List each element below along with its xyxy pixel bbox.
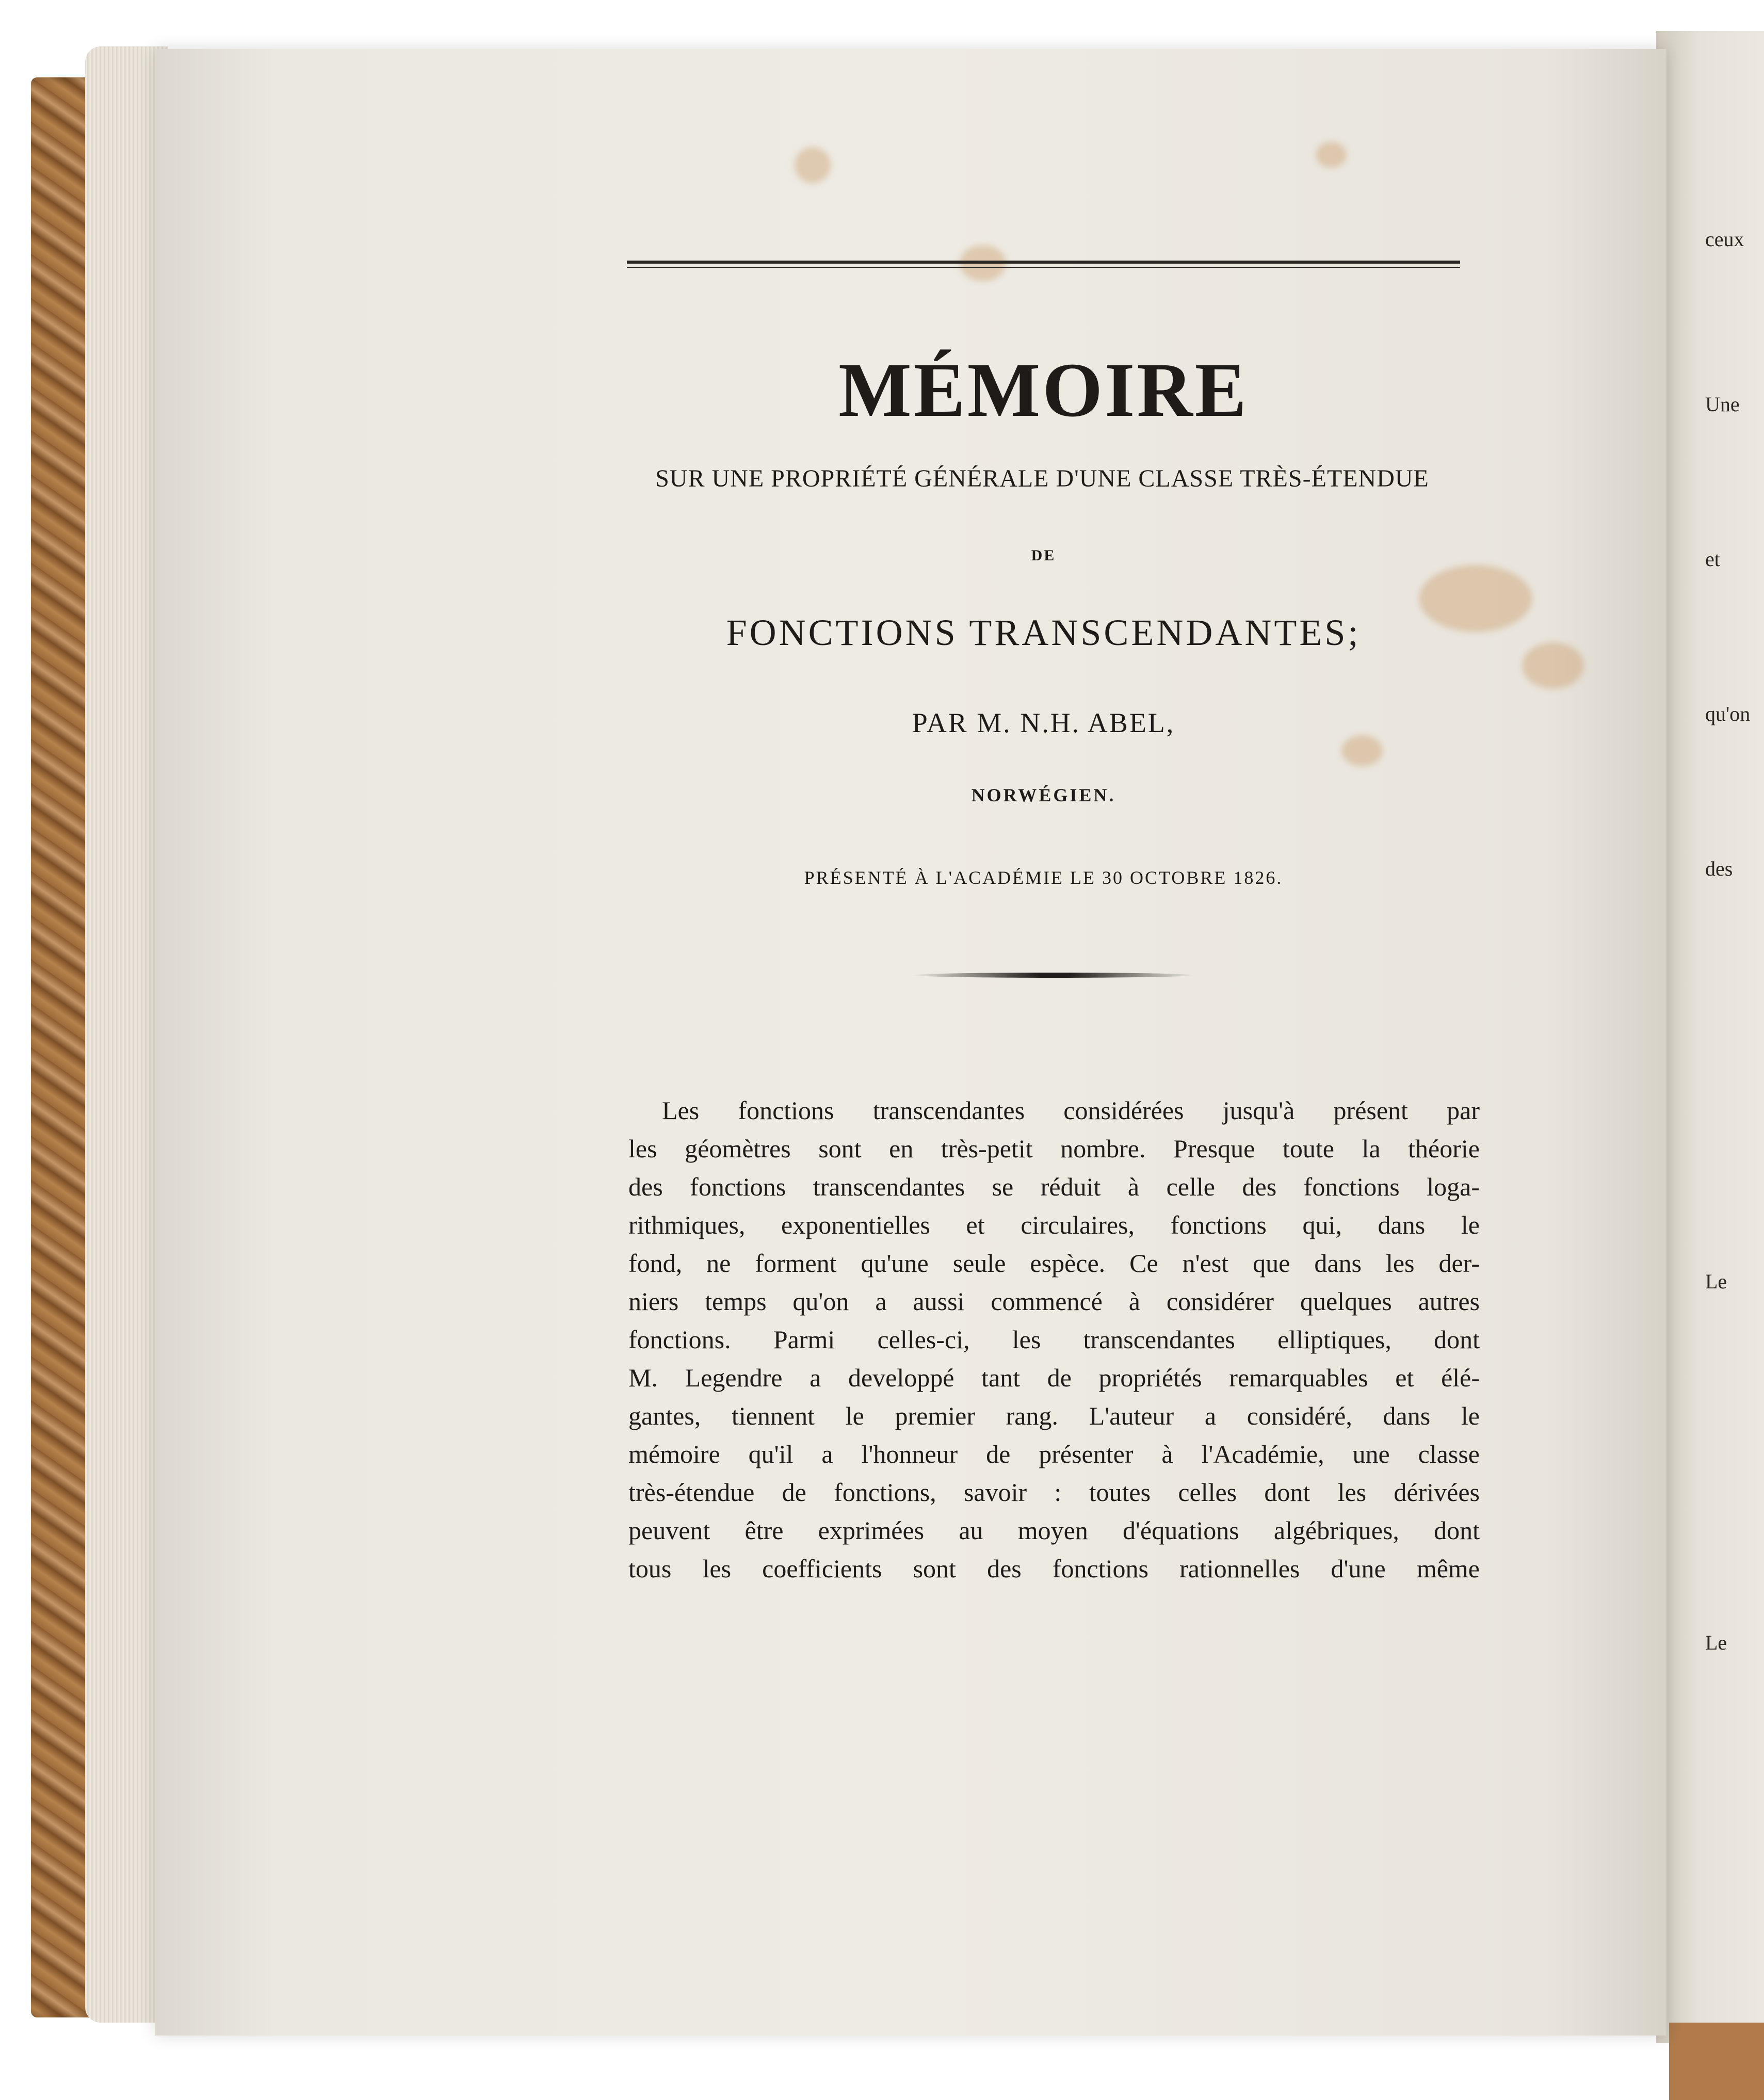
page-title: MÉMOIRE — [838, 347, 1249, 433]
title-connector: DE — [1031, 547, 1056, 564]
body-line: peuvent être exprimées au moyen d'équations algébriques, dont — [628, 1516, 1480, 1545]
body-line: tous les coefficients sont des fonctions rationnelles d'une même — [628, 1554, 1480, 1583]
facing-page-fragment: et — [1705, 547, 1720, 571]
body-line: Les fonctions transcendantes considérées jusqu'à présent par — [662, 1096, 1480, 1125]
page-title-secondary: FONCTIONS TRANSCENDANTES; — [726, 612, 1361, 653]
facing-page-fragment: Une — [1705, 393, 1740, 416]
presentation-date: PRÉSENTÉ À L'ACADÉMIE LE 30 OCTOBRE 1826. — [804, 867, 1283, 888]
body-line: très-étendue de fonctions, savoir : toutes celles dont les dérivées — [628, 1478, 1480, 1507]
book-cover-right — [1669, 2023, 1764, 2100]
body-line: M. Legendre a developpé tant de propriétés remarquables et élé- — [628, 1363, 1480, 1392]
facing-page-fragment: Le — [1705, 1270, 1727, 1293]
body-line: les géomètres sont en très-petit nombre. Presque toute la théorie — [628, 1134, 1480, 1163]
body-line: fonctions. Parmi celles-ci, les transcendantes elliptiques, dont — [628, 1325, 1480, 1354]
facing-page-fragment: des — [1705, 857, 1733, 880]
ornamental-rule — [913, 973, 1194, 978]
body-line: fond, ne forment qu'une seule espèce. Ce n'est que dans les der- — [628, 1249, 1480, 1278]
facing-page-fragment: ceux — [1705, 228, 1744, 251]
foxing-spot — [1341, 735, 1383, 766]
facing-page-fragment: Le — [1705, 1631, 1727, 1654]
body-paragraph — [628, 1091, 1480, 1588]
page-subtitle: SUR UNE PROPRIÉTÉ GÉNÉRALE D'UNE CLASSE TRÈS-ÉTENDUE — [655, 465, 1429, 492]
body-line: rithmiques, exponentielles et circulaires, fonctions qui, dans le — [628, 1210, 1480, 1239]
body-line: des fonctions transcendantes se réduit à celle des fonctions loga- — [628, 1172, 1480, 1201]
foxing-spot — [1316, 142, 1347, 168]
author-nationality: NORWÉGIEN. — [971, 785, 1116, 805]
header-rule — [627, 261, 1460, 268]
foxing-spot — [1522, 642, 1584, 689]
body-line: niers temps qu'on a aussi commencé à considérer quelques autres — [628, 1287, 1480, 1316]
facing-page-fragment: qu'on — [1705, 702, 1751, 725]
foxing-spot — [795, 147, 831, 183]
author-line: PAR M. N.H. ABEL, — [912, 707, 1175, 738]
facing-page-right — [1656, 31, 1764, 2043]
body-line: mémoire qu'il a l'honneur de présenter à l'Académie, une classe — [628, 1440, 1480, 1468]
body-line: gantes, tiennent le premier rang. L'auteur a considéré, dans le — [628, 1401, 1480, 1430]
